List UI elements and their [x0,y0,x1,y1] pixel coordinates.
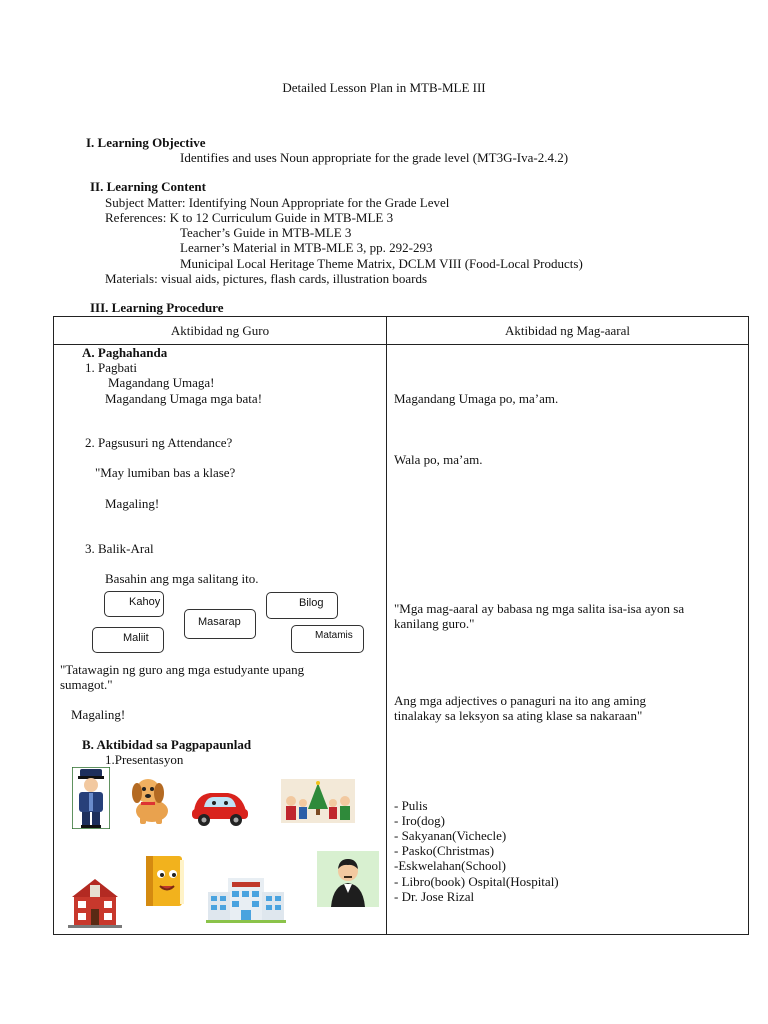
greeting-2: Magandang Umaga mga bata! [105,391,263,406]
dog-icon [122,773,178,825]
procedure-heading: III. Learning Procedure [90,300,224,315]
hospital-icon [206,872,286,924]
school-icon [66,877,124,929]
word-card-kahoy [104,591,164,617]
student-reply-greeting: Magandang Umaga po, ma’am. [394,391,559,406]
student-reply-adjectives-line-2: tinalakay sa leksyon sa ating klase sa nakaraan" [394,708,643,723]
word-masarap: Masarap [198,616,241,628]
book-icon [140,852,188,910]
materials: Materials: visual aids, pictures, flash cards, illustration boards [105,271,428,286]
word-card-masarap [184,609,256,639]
reference-heritage-matrix: Municipal Local Heritage Theme Matrix, DCLM VIII (Food-Local Products) [180,256,583,271]
objective-heading: I. Learning Objective [86,135,206,150]
document-title: Detailed Lesson Plan in MTB-MLE III [282,80,486,95]
christmas-icon [281,779,355,823]
word-card-maliit [92,627,164,653]
word-card-bilog [266,592,338,619]
student-reply-adjectives-line-1: Ang mga adjectives o panaguri na ito ang aming [394,693,646,708]
reference-learners-material: Learner’s Material in MTB-MLE 3, pp. 292-293 [180,240,433,255]
item-attendance: 2. Pagsusuri ng Attendance? [85,435,233,450]
column-header-student: Aktibidad ng Mag-aaral [387,317,749,345]
noun-item: - Sakyanan(Vichecle) [394,828,507,843]
praise-1: Magaling! [105,496,160,511]
procedure-table [53,316,749,935]
student-reply-reading-line-1: "Mga mag-aaral ay babasa ng mga salita isa-isa ayon sa [394,601,685,616]
noun-item: - Dr. Jose Rizal [394,889,475,904]
reference-teachers-guide: Teacher’s Guide in MTB-MLE 3 [180,225,352,240]
section-a-heading: A. Paghahanda [82,345,168,360]
car-icon [188,783,252,827]
presentasyon-label: 1.Presentasyon [105,752,184,767]
noun-item: - Pulis [394,798,428,813]
noun-item: - Iro(dog) [394,813,445,828]
student-reply-attendance: Wala po, ma’am. [394,452,483,467]
police-icon [72,767,110,829]
noun-item: -Eskwelahan(School) [394,858,506,873]
noun-item: - Pasko(Christmas) [394,843,495,858]
call-students-line-1: "Tatawagin ng guro ang mga estudyante upang [60,662,305,677]
word-kahoy: Kahoy [129,596,161,608]
student-activity-cell [387,345,749,935]
objective-text: Identifies and uses Noun appropriate for the grade level (MT3G-Iva-2.4.2) [180,150,569,165]
greeting-1: Magandang Umaga! [108,375,215,390]
word-bilog: Bilog [299,597,324,609]
attendance-question: "May lumiban bas a klase? [95,465,236,480]
word-card-matamis [291,625,364,653]
student-reply-reading-line-2: kanilang guro." [394,616,475,631]
references: References: K to 12 Curriculum Guide in MTB-MLE 3 [105,210,394,225]
column-header-teacher: Aktibidad ng Guro [54,317,387,345]
section-b-heading: B. Aktibidad sa Pagpapaunlad [82,737,252,752]
content-heading: II. Learning Content [90,179,206,194]
read-instruction: Basahin ang mga salitang ito. [105,571,259,586]
word-matamis: Matamis [315,630,353,641]
word-maliit: Maliit [123,632,149,644]
noun-item: - Libro(book) Ospital(Hospital) [394,874,559,889]
item-balik-aral: 3. Balik-Aral [85,541,154,556]
praise-2: Magaling! [71,707,126,722]
teacher-activity-cell [54,345,387,935]
subject-matter: Subject Matter: Identifying Noun Appropriate for the Grade Level [105,195,450,210]
item-pagbati: 1. Pagbati [85,360,137,375]
call-students-line-2: sumagot." [60,677,113,692]
jose-rizal-icon [317,851,379,907]
